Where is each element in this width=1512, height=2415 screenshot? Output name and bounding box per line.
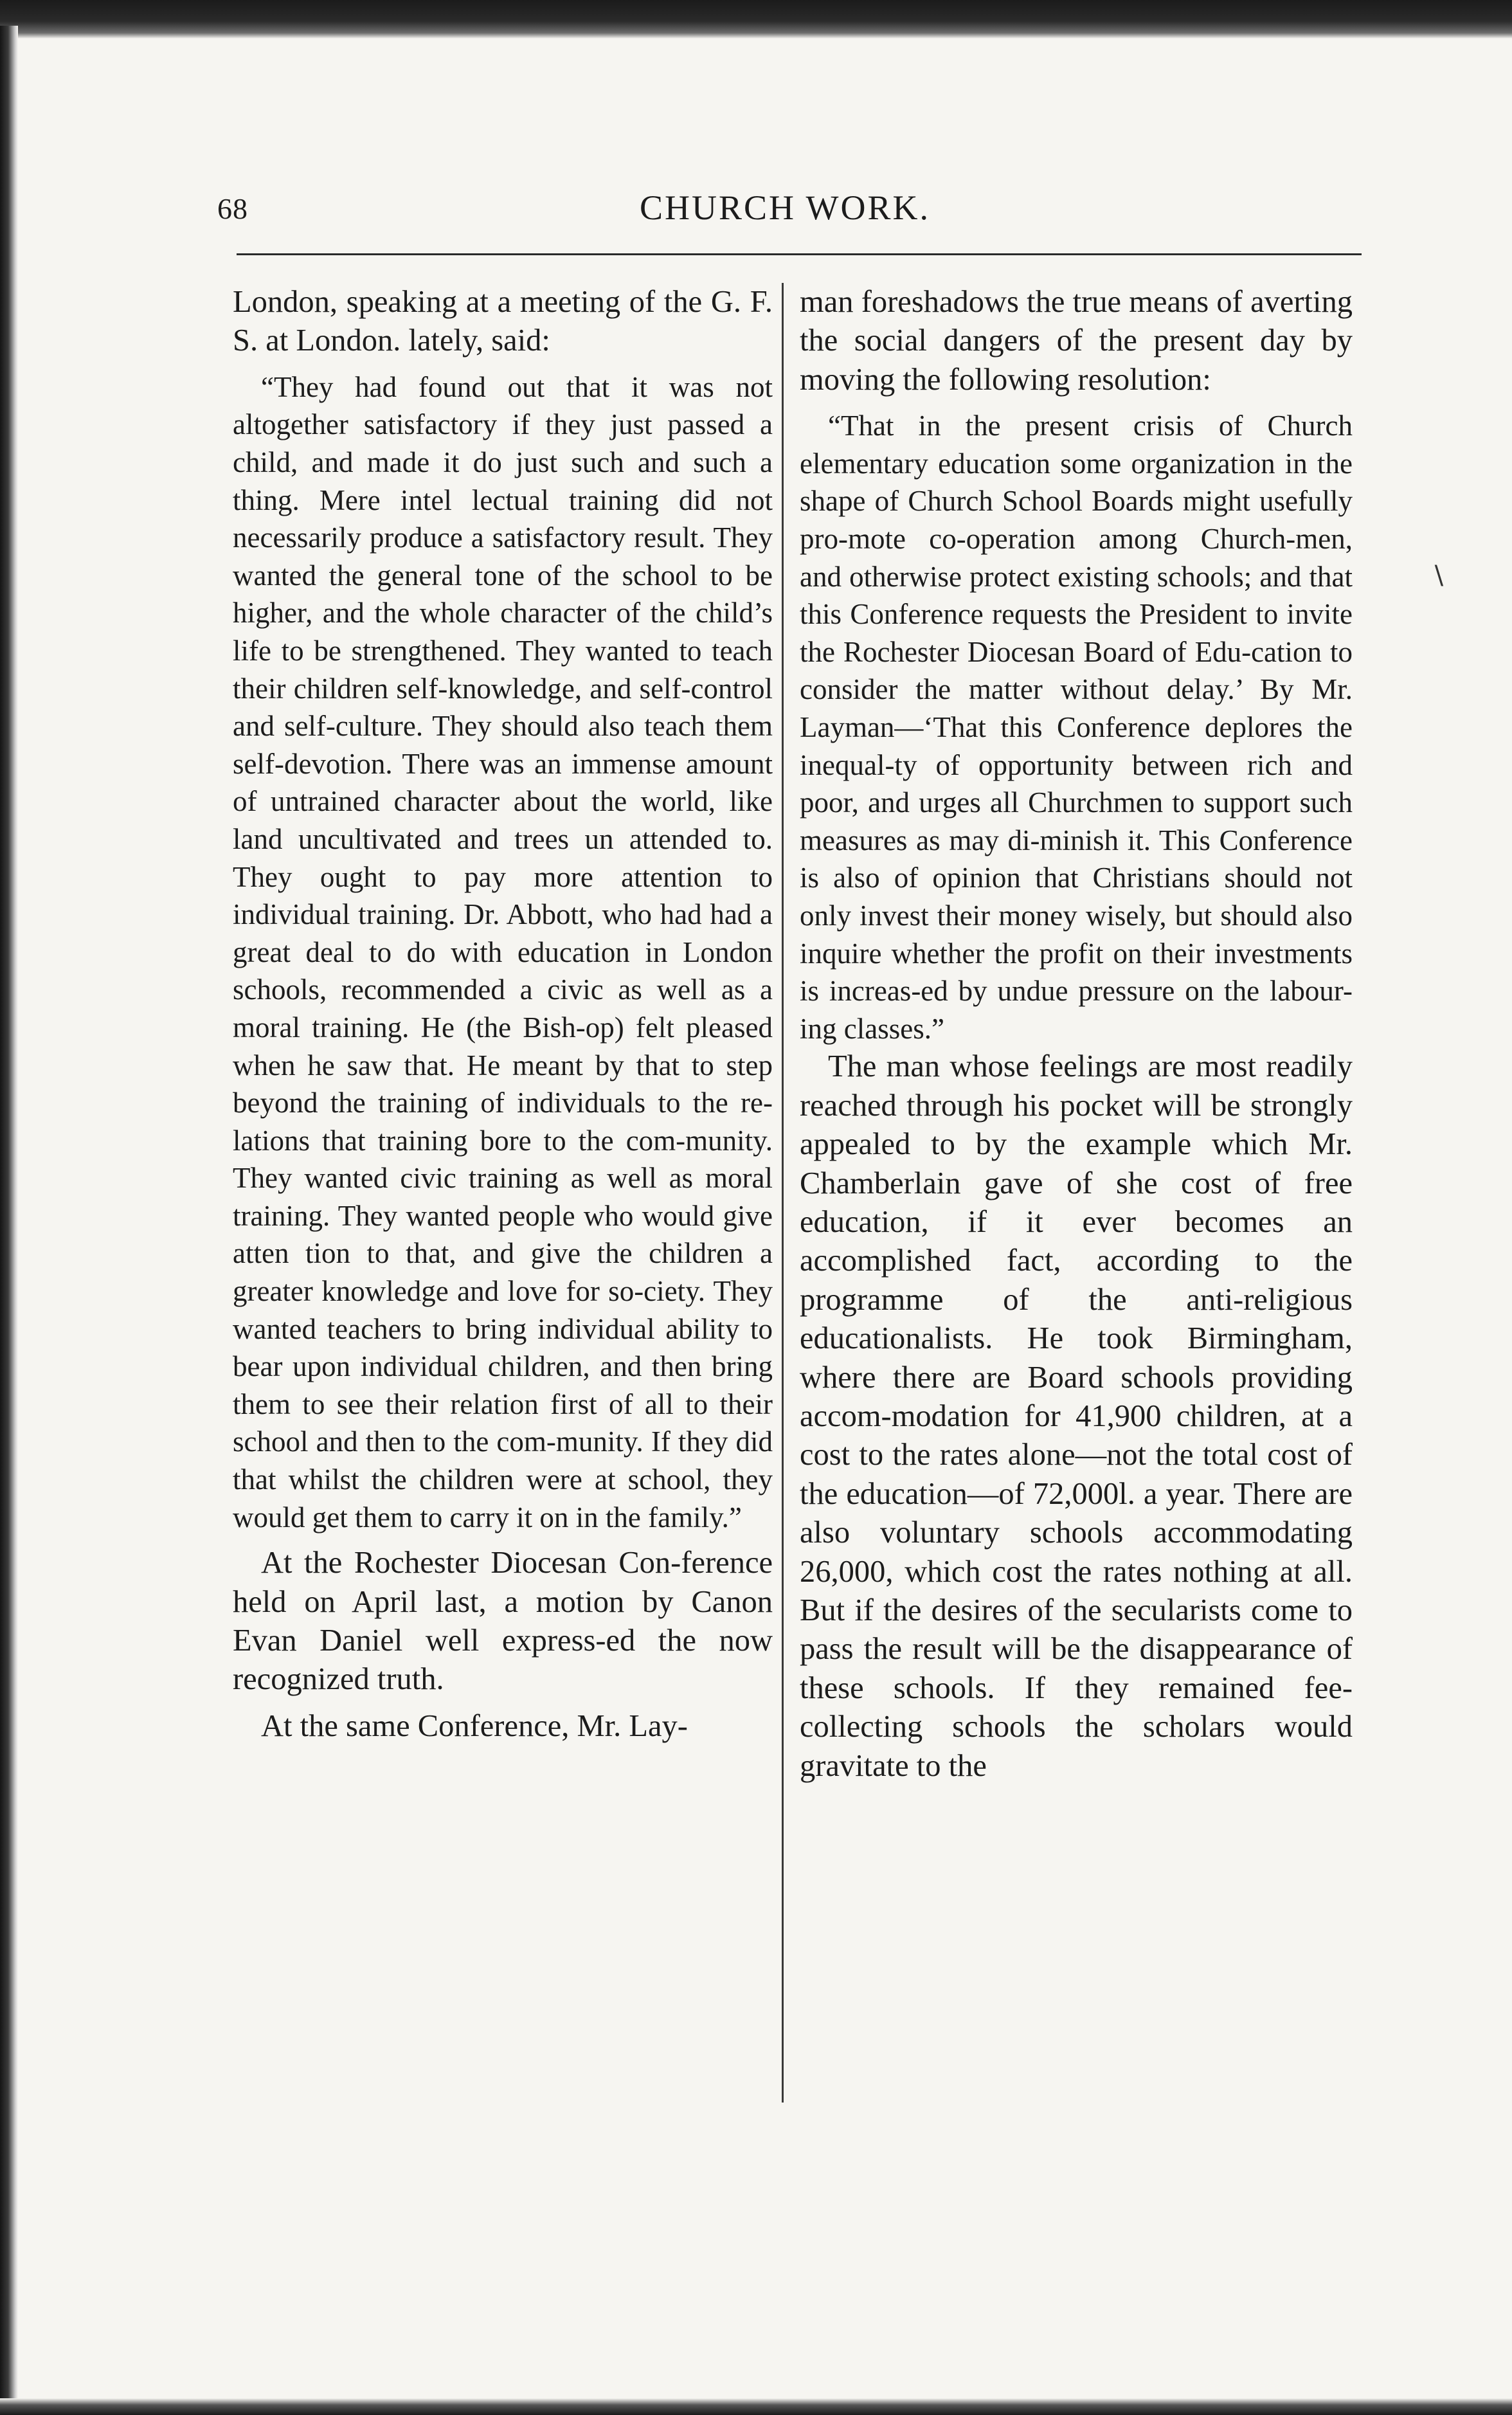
paragraph: At the Rochester Diocesan Con-ference held on April last, a motion by Canon Evan Daniel well express-ed the now recognized truth. [233, 1546, 773, 1697]
quoted-resolution: “That in the present crisis of Church elementary education some organization in the shape of Church School Boards might usefully pro-mote co-operation among Church-men, and otherwise protect existing schools; and that this Conference requests the President to invite the Rochester Diocesan Board of Edu-cation to consider the matter without delay.’ By Mr. Layman—‘That this Conference deplores the inequal-ty of opportunity between rich and poor, and urges all Churchmen to support such measures as may di-minish it. This Conference is also of opinion that Christians should not only invest their money wisely, but should also inquire whether the profit on their investments is increas-ed by undue pressure on the labour-ing classes.” [800, 410, 1353, 1045]
paragraph: man foreshadows the true means of averting the social dangers of the present day by moving the following resolution: [800, 285, 1353, 397]
scan-top-edge [0, 0, 1512, 39]
paragraph: At the same Conference, Mr. Lay- [261, 1708, 688, 1743]
running-title: CHURCH WORK. [639, 188, 931, 227]
paragraph: London, speaking at a meeting of the G. F. S. at London. lately, said: [233, 285, 773, 358]
right-column [800, 283, 1353, 1786]
header-rule [237, 253, 1362, 255]
column-divider [782, 283, 784, 2103]
paragraph: The man whose feelings are most readily reached through his pocket will be strongly appealed to by the example which Mr. Chamberlain gave of she cost of free education, if it ever becomes an accomplished fact, according to the programme of the anti-religious educationalists. He took Birmingham, where there are Board schools providing accom-modation for 41,900 children, at a cost to the rates alone—not the total cost of the education—of 72,000l. a year. There are also voluntary schools accommodating 26,000, which cost the rates nothing at all. But if the desires of the secularists come to pass the result will be the disappearance of these schools. If they remained fee-collecting schools the scholars would gravitate to the [800, 1049, 1353, 1783]
scan-left-edge [0, 26, 18, 2415]
page-number: 68 [217, 192, 248, 225]
quoted-speech: “They had found out that it was not altogether satisfactory if they just passed a child, and made it do just such and such a thing. Mere intel lectual training did not necessarily produce a satisfactory result. They wanted the general tone of the school to be higher, and the whole character of the child’s life to be strengthened. They wanted to teach their children self-knowledge, and self-control and self-culture. They should also teach them self-devotion. There was an immense amount of untrained character about the world, like land uncultivated and trees un attended to. They ought to pay more attention to individual training. Dr. Abbott, who had had a great deal to do with education in London schools, recommended a civic as well as a moral training. He (the Bish-op) felt pleased when he saw that. He meant by that to step beyond the training of individuals to the re-lations that training bore to the com-munity. They wanted civic training as well as moral training. They wanted people who would give atten tion to that, and give the children a greater knowledge and love for so-ciety. They wanted teachers to bring individual ability to bear upon individual children, and then bring them to see their relation first of all to their school and then to the com-munity. If they did that whilst the children were at school, they would get them to carry it on in the family.” [233, 370, 773, 1533]
margin-mark: ∖ [1430, 561, 1446, 590]
left-column [233, 283, 773, 1746]
scan-bottom-edge [0, 2398, 1512, 2415]
